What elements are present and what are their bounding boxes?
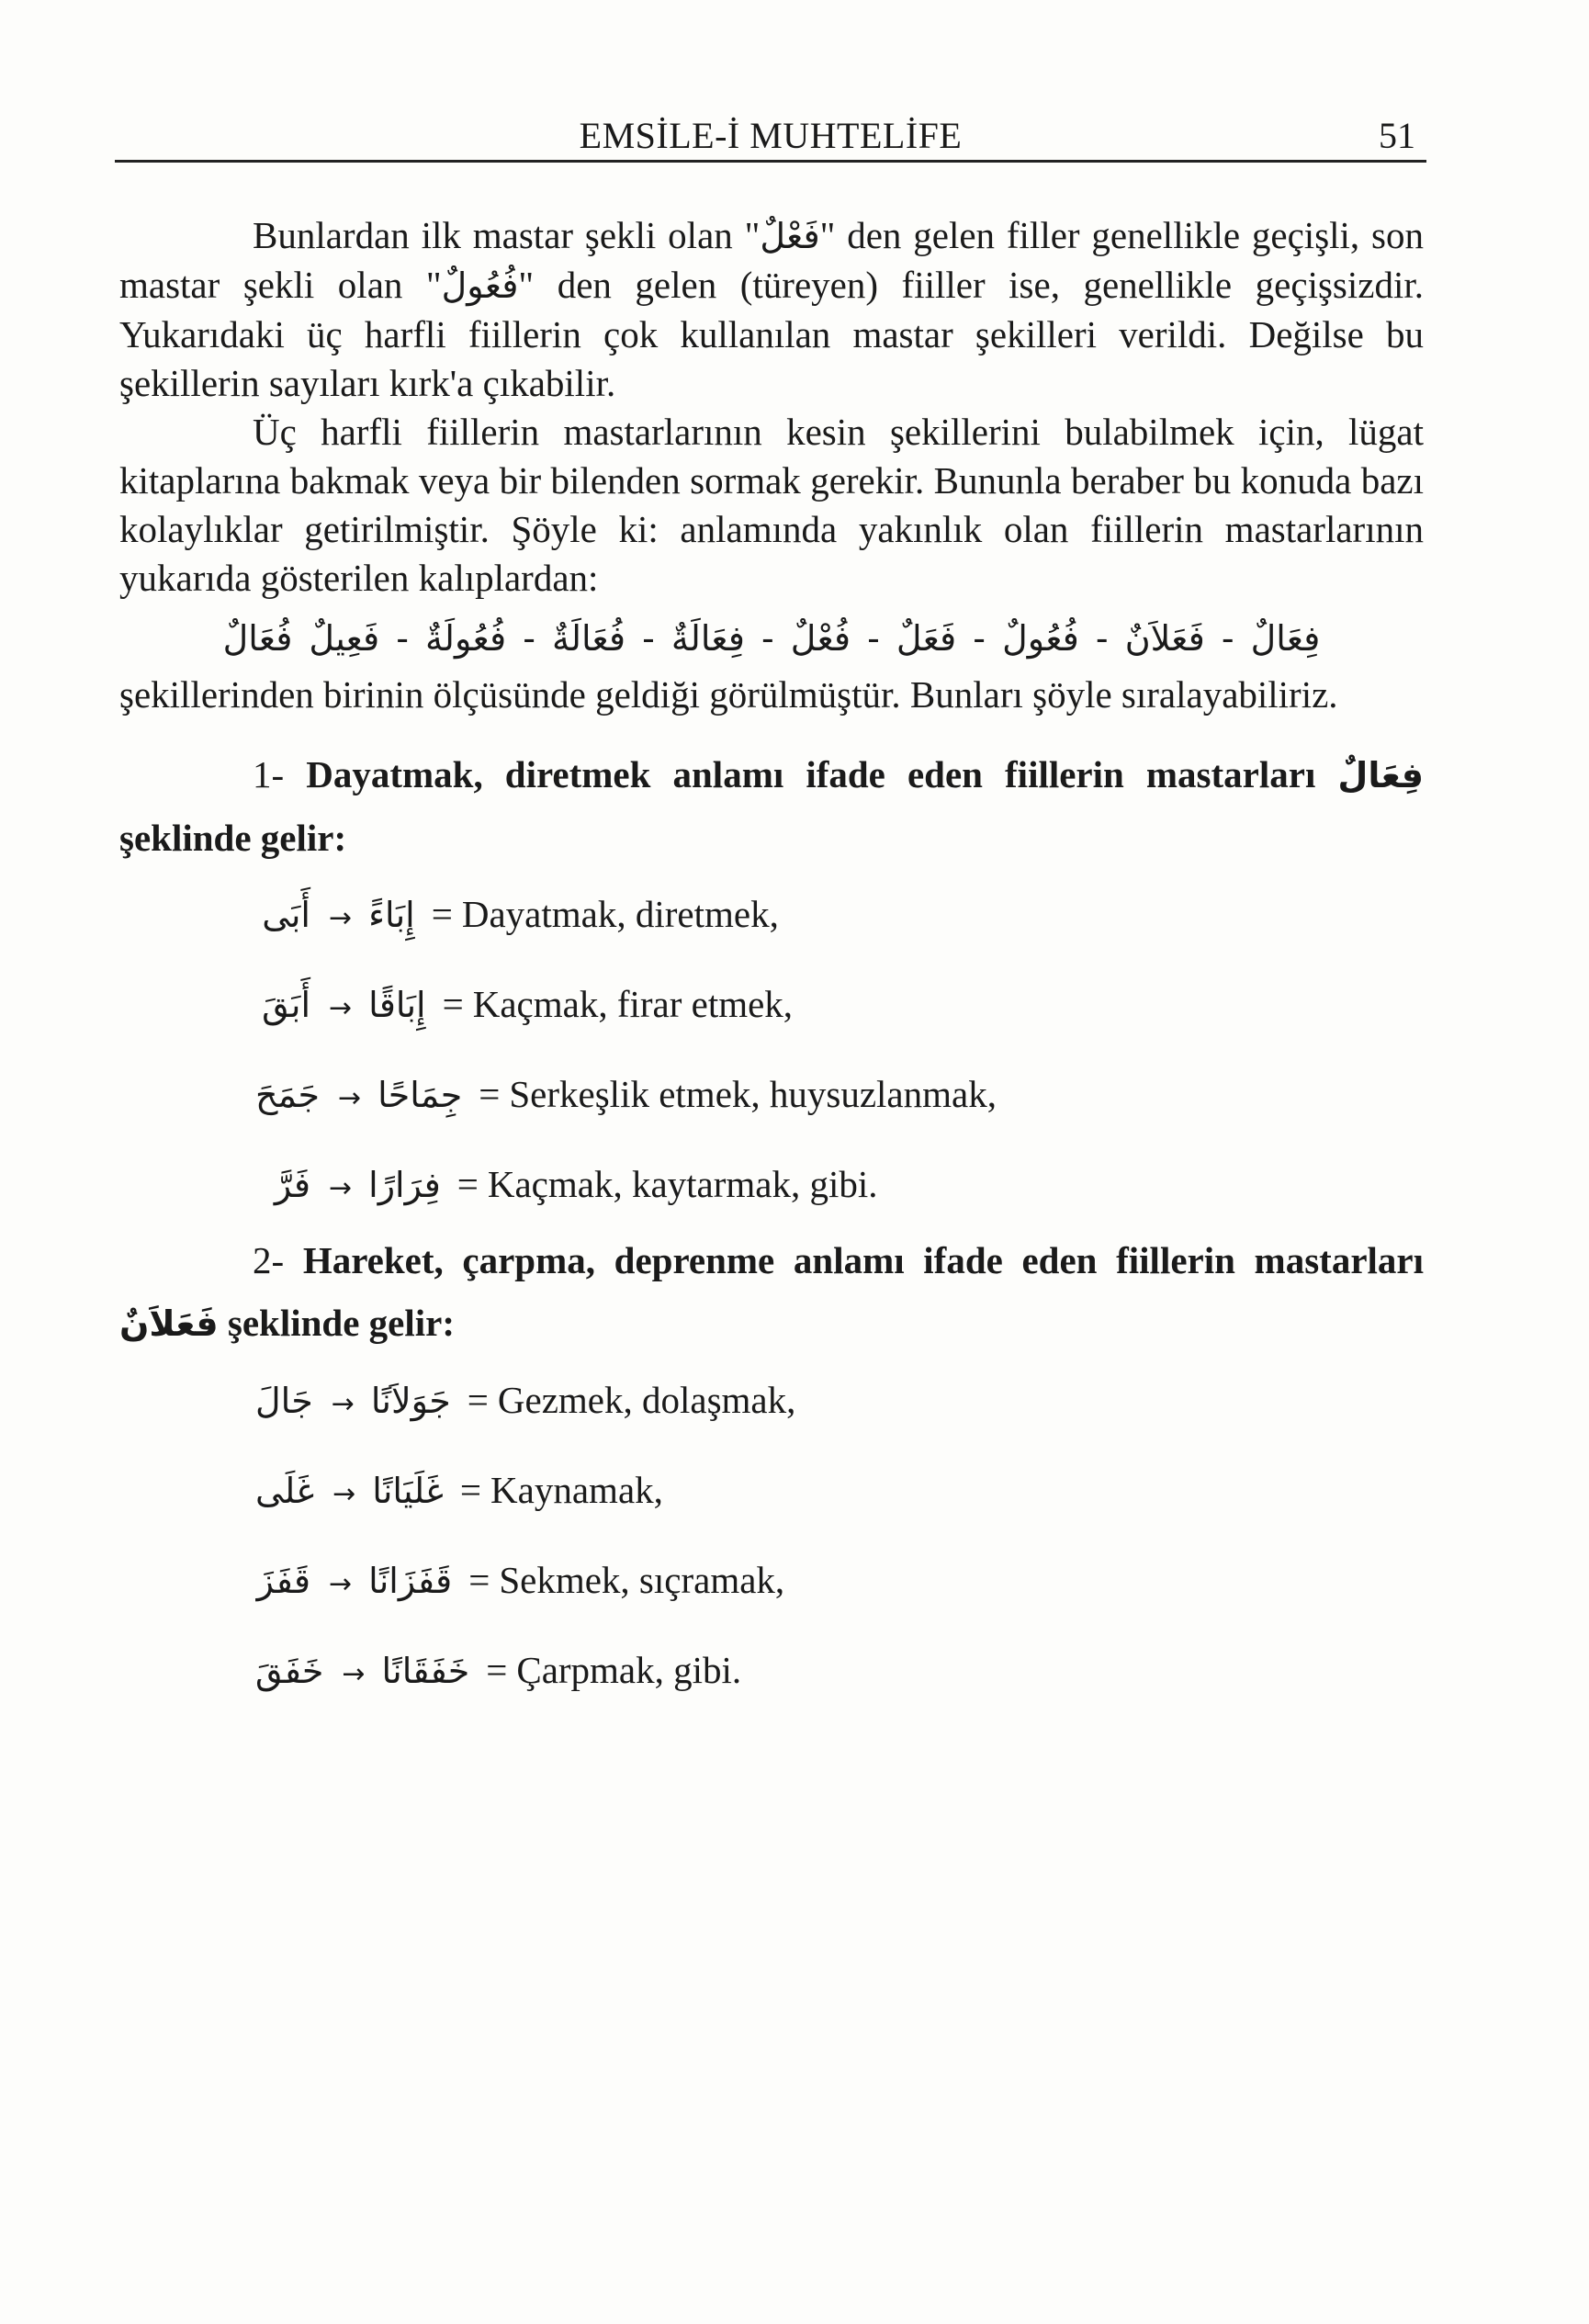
paragraph-3: şekillerinden birinin ölçüsünde geldiği görülmüştür. Bunları şöyle sıralayabiliriz. bbox=[119, 673, 1338, 716]
example-row bbox=[119, 1445, 1424, 1535]
section-1-suffix: şeklinde gelir: bbox=[119, 817, 347, 859]
arrow-icon: → bbox=[332, 1478, 356, 1510]
example-meaning: Gezmek, dolaşmak, bbox=[497, 1379, 796, 1421]
arrow-icon: → bbox=[329, 1568, 353, 1600]
section-2-heading bbox=[119, 1229, 1424, 1355]
example-root: قَفَزَ bbox=[256, 1561, 310, 1601]
example-row bbox=[119, 959, 1424, 1049]
example-root: جَمَحَ bbox=[255, 1075, 320, 1115]
example-meaning: Çarpmak, gibi. bbox=[516, 1649, 742, 1691]
example-root: خَفَقَ bbox=[255, 1651, 324, 1691]
example-row bbox=[119, 1049, 1424, 1139]
example-row bbox=[119, 1139, 1424, 1229]
page-number: 51 bbox=[1379, 115, 1415, 156]
section-2-number: 2- bbox=[253, 1239, 285, 1281]
body-text bbox=[119, 211, 1424, 1715]
arrow-icon: → bbox=[329, 902, 353, 934]
header-title: EMSİLE-İ MUHTELİFE bbox=[579, 115, 963, 156]
example-masdar: غَلَيَانًا bbox=[372, 1471, 444, 1511]
section-2-text: Hareket, çarpma, deprenme anlamı ifade eden fiillerin mastarları bbox=[302, 1239, 1424, 1281]
section-2-suffix: şeklinde gelir: bbox=[227, 1302, 455, 1344]
example-meaning: Kaçmak, kaytarmak, gibi. bbox=[487, 1163, 878, 1205]
example-masdar: فِرَارًا bbox=[368, 1165, 441, 1205]
arrow-icon: → bbox=[329, 992, 353, 1024]
arrow-icon: → bbox=[331, 1388, 355, 1420]
example-root: فَرَّ bbox=[274, 1165, 310, 1205]
arabic-pattern-fial: فِعَالٌ bbox=[1337, 755, 1424, 795]
arabic-patterns-line: فِعَالٌ - فَعَلاَنٌ - فُعُولٌ - فَعَلٌ - فُعْلٌ - فِعَالَةٌ - فُعَالَةٌ - فُعُولَةٌ - فَعِيلٌ فُعَالٌ bbox=[222, 618, 1321, 659]
example-masdar: خَفَقَانًا bbox=[381, 1651, 470, 1691]
arabic-pattern-faalan: فَعَلاَنٌ bbox=[119, 1303, 219, 1344]
example-meaning: Dayatmak, diretmek, bbox=[461, 893, 779, 935]
equals-sign: = bbox=[486, 1649, 508, 1691]
examples-list-1 bbox=[119, 869, 1424, 1229]
running-header bbox=[115, 108, 1426, 162]
example-row bbox=[119, 1355, 1424, 1445]
header-rule bbox=[115, 160, 1426, 163]
equals-sign: = bbox=[467, 1379, 489, 1421]
example-masdar: قَفَزَانًا bbox=[368, 1561, 453, 1601]
section-1-number: 1- bbox=[253, 753, 285, 795]
equals-sign: = bbox=[459, 1469, 482, 1511]
arrow-icon: → bbox=[329, 1172, 353, 1204]
example-masdar: جِمَاحًا bbox=[378, 1075, 463, 1115]
paragraph-1 bbox=[119, 211, 1424, 408]
example-root: غَلَى bbox=[255, 1471, 315, 1511]
section-1-heading bbox=[119, 743, 1424, 869]
spacer bbox=[119, 719, 1424, 743]
example-row bbox=[119, 869, 1424, 959]
example-row bbox=[119, 1535, 1424, 1625]
para1-text-c: " den gelen (türeyen) fiiller ise, genellikle geçişsizdir. Yukarıdaki üç harfli fiillerin çok kullanılan mastar şekilleri verildi. Değilse bu şekillerin sayıları kırk'a çıkabilir. bbox=[119, 264, 1424, 404]
para1-text-b: " den gelen filler genellikle geçişli, son mastar şekli olan " bbox=[119, 214, 1424, 306]
arabic-pattern-fal: فَعْلٌ bbox=[760, 216, 820, 256]
equals-sign: = bbox=[479, 1073, 501, 1115]
paragraph-2: Üç harfli fiillerin mastarlarının kesin şekillerini bulabilmek için, lügat kitaplarına bakmak veya bir bilenden sormak gerekir. Bununla beraber bu konuda bazı kolaylıklar getirilmiştir. Şöyle ki: anlamında yakınlık olan fiillerin mastarlarının yukarıda gösterilen kalıplardan: bbox=[119, 411, 1424, 599]
example-meaning: Serkeşlik etmek, huysuzlanmak, bbox=[509, 1073, 997, 1115]
arrow-icon: → bbox=[338, 1082, 362, 1114]
example-root: أَبَقَ bbox=[262, 985, 310, 1025]
example-row bbox=[119, 1625, 1424, 1715]
example-meaning: Kaynamak, bbox=[490, 1469, 663, 1511]
example-masdar: إِبَاءً bbox=[368, 895, 415, 935]
para1-text-a: Bunlardan ilk mastar şekli olan " bbox=[253, 214, 761, 256]
example-masdar: إِبَاقًا bbox=[368, 985, 426, 1025]
equals-sign: = bbox=[442, 983, 464, 1025]
equals-sign: = bbox=[468, 1559, 490, 1601]
examples-list-2 bbox=[119, 1355, 1424, 1715]
equals-sign: = bbox=[456, 1163, 479, 1205]
example-meaning: Kaçmak, firar etmek, bbox=[472, 983, 794, 1025]
arrow-icon: → bbox=[342, 1658, 366, 1690]
example-masdar: جَوَلاَنًا bbox=[370, 1381, 451, 1421]
equals-sign: = bbox=[431, 893, 453, 935]
example-meaning: Sekmek, sıçramak, bbox=[499, 1559, 785, 1601]
example-root: جَالَ bbox=[255, 1381, 313, 1421]
section-1-text: Dayatmak, diretmek anlamı ifade eden fiillerin mastarları bbox=[306, 753, 1316, 795]
example-root: أَبَى bbox=[262, 895, 310, 935]
arabic-pattern-fuul: فُعُولٌ bbox=[441, 265, 519, 306]
